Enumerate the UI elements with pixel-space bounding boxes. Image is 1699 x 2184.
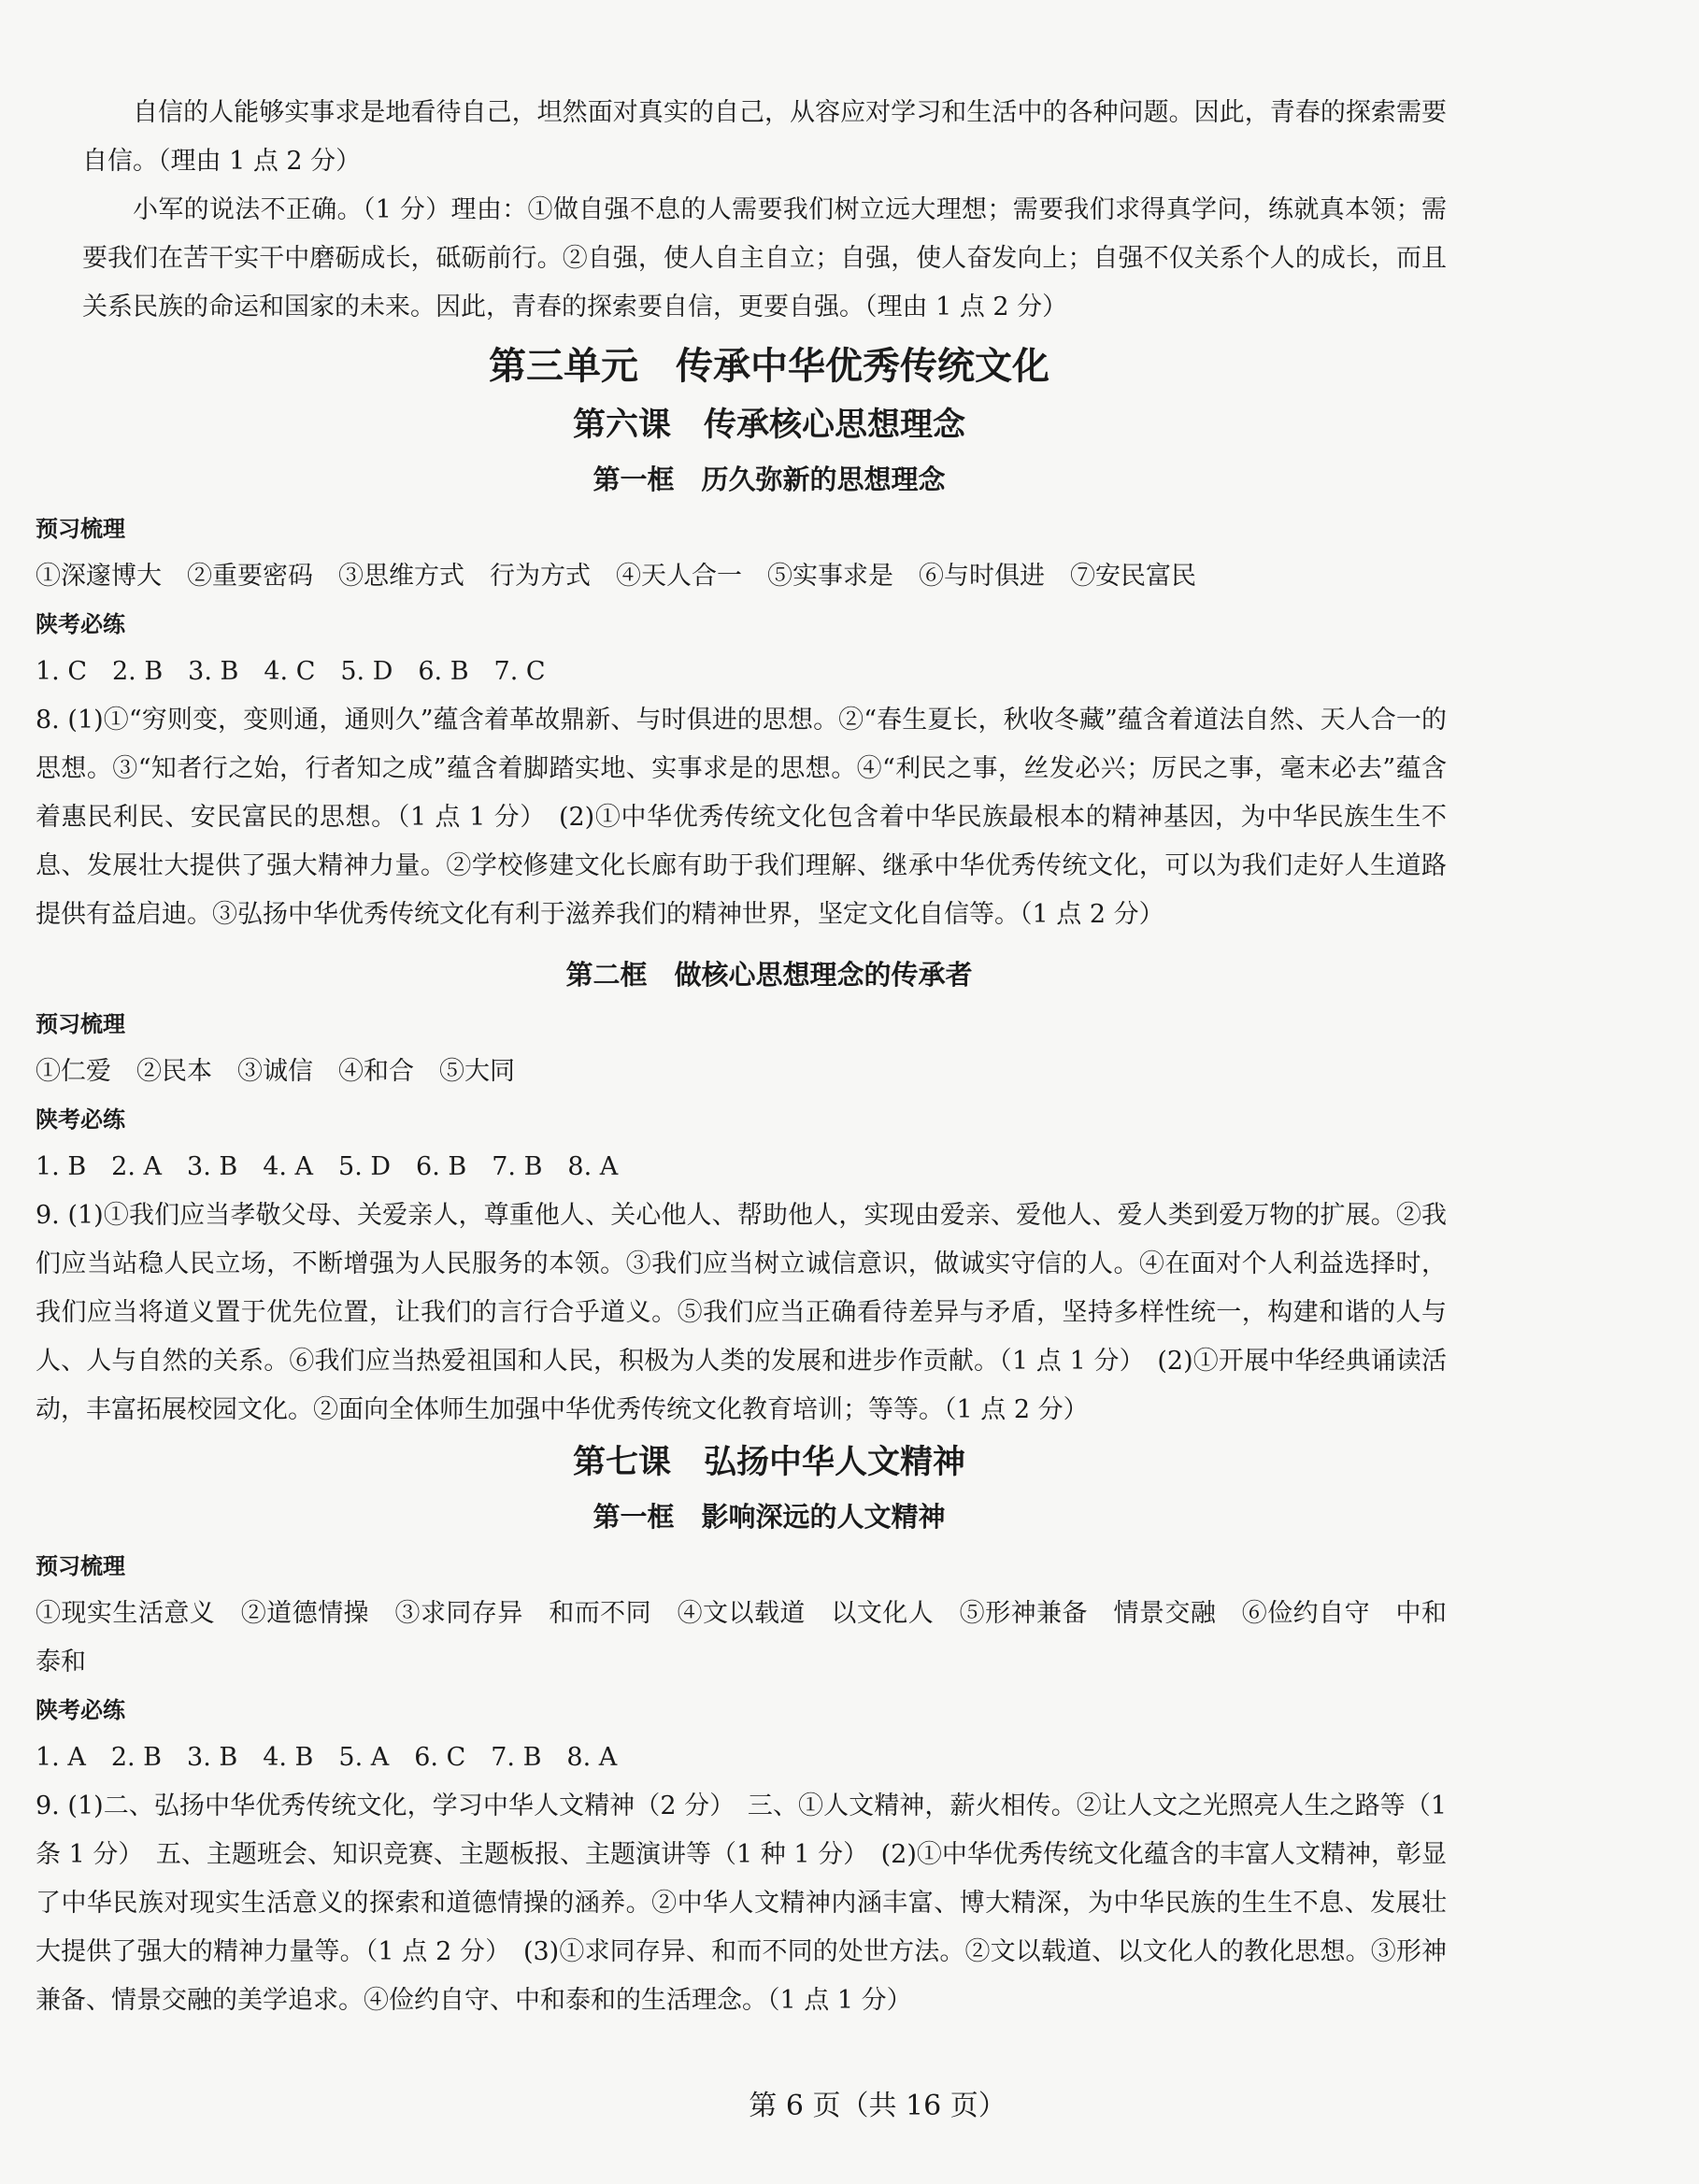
preview-answers: ①仁爱 ②民本 ③诚信 ④和合 ⑤大同 bbox=[36, 1057, 515, 1086]
preview-answers: ①深邃博大 ②重要密码 ③思维方式 行为方式 ④天人合一 ⑤实事求是 ⑥与时俱进 ⑦安民富民 bbox=[36, 562, 1196, 591]
page-number: 第 6 页（共 16 页） bbox=[749, 2090, 1007, 2122]
question-8-answer: 8. (1)①“穷则变，变则通，通则久”蕴含着革故鼎新、与时俱进的思想。②“春生夏长，秋收冬藏”蕴含着道法自然、天人合一的思想。③“知者行之始，行者知之成”蕴含着脚踏实地、实事求是的思想。④“利民之事，丝发必兴；厉民之事，毫末必去”蕴含着惠民利民、安民富民的思想。（1 点 1 分） (2)①中华优秀传统文化包含着中华民族最根本的精神基因，为中华民族生生不息、发展壮大提供了强大精神力量。②学校修建文化长廊有助于我们理解、继承中华优秀传统文化，可以为我们走好人生道路提供有益启迪。③弘扬中华优秀传统文化有利于滋养我们的精神世界，坚定文化自信等。（1 点 2 分） bbox=[36, 706, 1447, 929]
exam-label: 陕考必练 bbox=[36, 1697, 125, 1723]
preview-label: 预习梳理 bbox=[36, 1553, 125, 1579]
exam-label: 陕考必练 bbox=[36, 611, 125, 637]
choice-answers: 1. C 2. B 3. B 4. C 5. D 6. B 7. C bbox=[36, 657, 546, 686]
preview-label: 预习梳理 bbox=[36, 516, 125, 542]
exam-label: 陕考必练 bbox=[36, 1106, 125, 1133]
question-9-answer: 9. (1)二、弘扬中华优秀传统文化，学习中华人文精神（2 分） 三、①人文精神，薪火相传。②让人文之光照亮人生之路等（1 条 1 分） 五、主题班会、知识竞赛、主题板报、主题演讲等（1 种 1 分） (2)①中华优秀传统文化蕴含的丰富人文精神，彰显了中华民族对现实生活意义的探索和道德情操的涵养。②中华人文精神内涵丰富、博大精深，为中华民族的生生不息、发展壮大提供了强大的精神力量等。（1 点 2 分） (3)①求同存异、和而不同的处世方法。②文以载道、以文化人的教化思想。③形神兼备、情景交融的美学追求。④俭约自守、中和泰和的生活理念。（1 点 1 分） bbox=[36, 1791, 1447, 2015]
choice-answers: 1. A 2. B 3. B 4. B 5. A 6. C 7. B 8. A bbox=[36, 1743, 618, 1772]
lesson-7-title: 第七课 弘扬中华人文精神 bbox=[572, 1444, 965, 1481]
preview-answers: ①现实生活意义 ②道德情操 ③求同存异 和而不同 ④文以载道 以文化人 ⑤形神兼备 情景交融 ⑥俭约自守 中和泰和 bbox=[36, 1599, 1447, 1677]
answer-page bbox=[36, 89, 1447, 2025]
question-9-answer: 9. (1)①我们应当孝敬父母、关爱亲人，尊重他人、关心他人、帮助他人，实现由爱亲、爱他人、爱人类到爱万物的扩展。②我们应当站稳人民立场，不断增强为人民服务的本领。③我们应当树立诚信意识，做诚实守信的人。④在面对个人利益选择时，我们应当将道义置于优先位置，让我们的言行合乎道义。⑤我们应当正确看待差异与矛盾，坚持多样性统一，构建和谐的人与人、人与自然的关系。⑥我们应当热爱祖国和人民，积极为人类的发展和进步作贡献。（1 点 1 分） (2)①开展中华经典诵读活动，丰富拓展校园文化。②面向全体师生加强中华优秀传统文化教育培训；等等。（1 点 2 分） bbox=[36, 1201, 1447, 1424]
lesson-7-frame-1-title: 第一框 影响深远的人文精神 bbox=[593, 1501, 946, 1533]
intro-paragraph-1: 自信的人能够实事求是地看待自己，坦然面对真实的自己，从容应对学习和生活中的各种问题。因此，青春的探索需要自信。（理由 1 点 2 分） bbox=[82, 98, 1447, 176]
lesson-6-title: 第六课 传承核心思想理念 bbox=[572, 407, 965, 444]
choice-answers: 1. B 2. A 3. B 4. A 5. D 6. B 7. B 8. A bbox=[36, 1152, 619, 1181]
lesson-6-frame-1-title: 第一框 历久弥新的思想理念 bbox=[593, 464, 946, 495]
unit-title: 第三单元 传承中华优秀传统文化 bbox=[489, 345, 1049, 388]
lesson-6-frame-2-title: 第二框 做核心思想理念的传承者 bbox=[565, 959, 973, 991]
preview-label: 预习梳理 bbox=[36, 1011, 125, 1037]
intro-paragraph-2: 小军的说法不正确。（1 分）理由：①做自强不息的人需要我们树立远大理想；需要我们求得真学问，练就真本领；需要我们在苦干实干中磨砺成长，砥砺前行。②自强，使人自主自立；自强，使人奋发向上；自强不仅关系个人的成长，而且关系民族的命运和国家的未来。因此，青春的探索要自信，更要自强。（理由 1 点 2 分） bbox=[82, 195, 1447, 321]
